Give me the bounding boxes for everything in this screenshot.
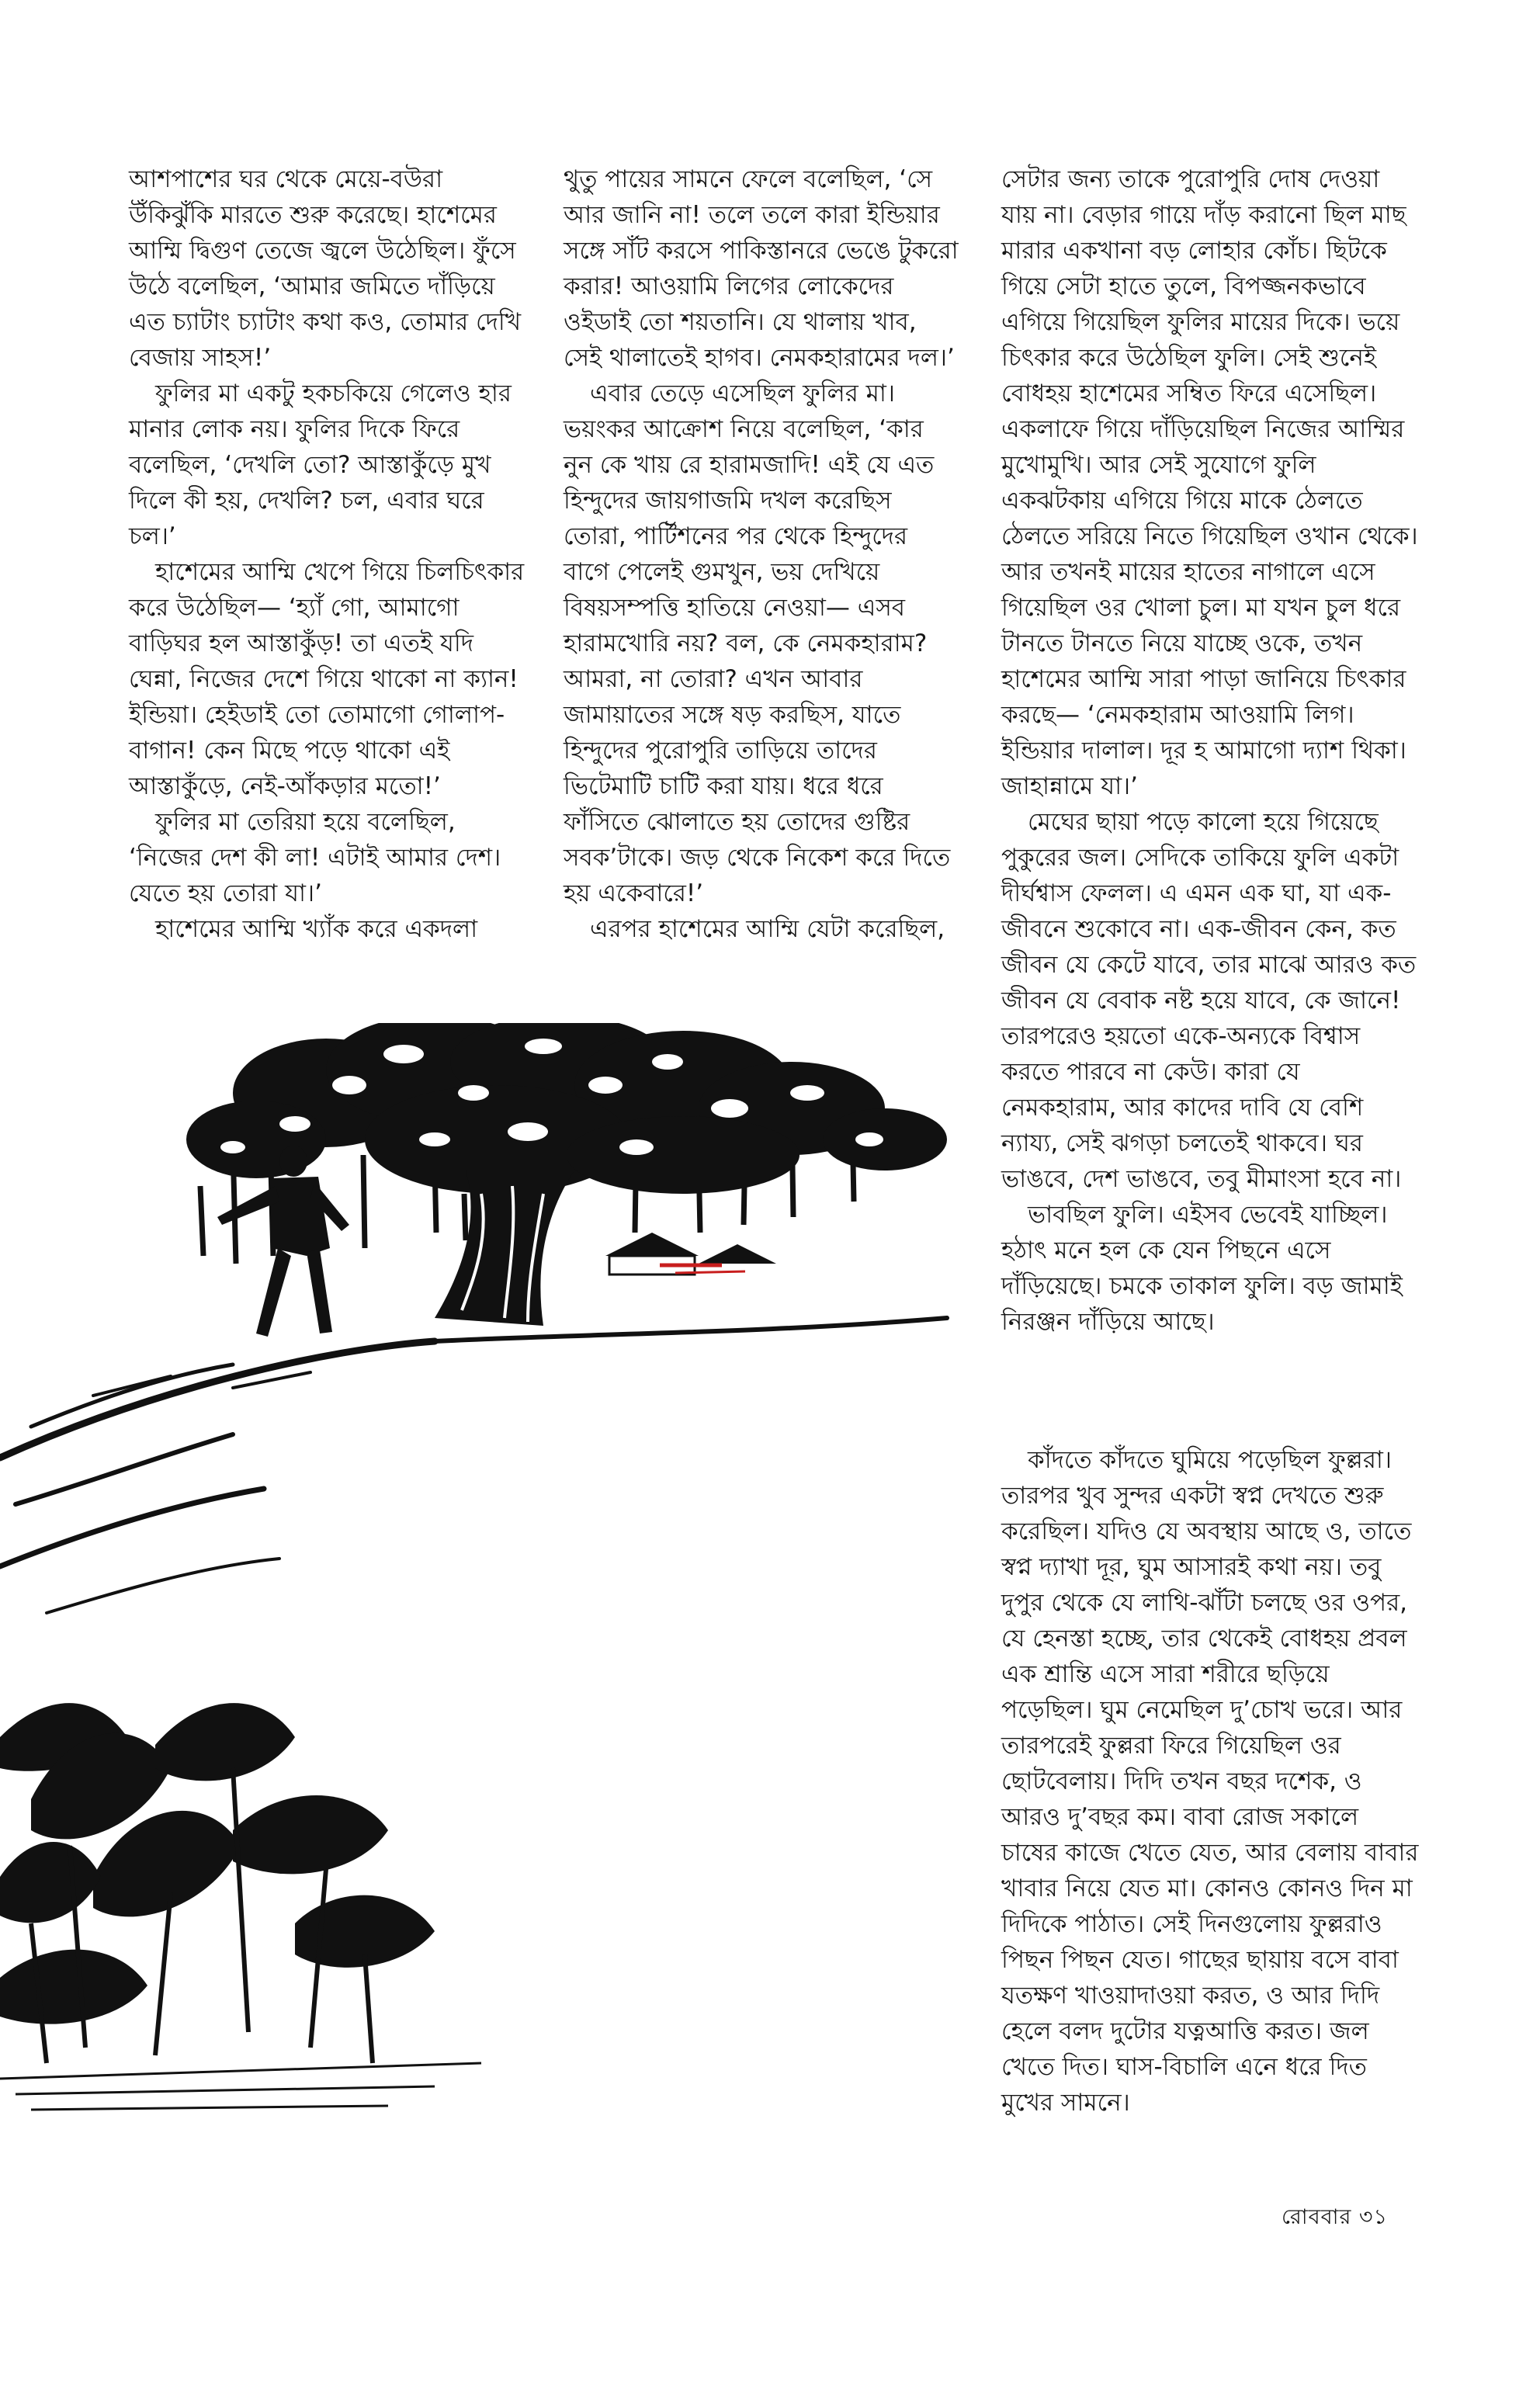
column-left xyxy=(129,161,525,947)
paragraph: ফুলির মা একটু হকচকিয়ে গেলেও হার মানার লোক নয়। ফুলির দিকে ফিরে বলেছিল, ‘দেখলি তো? আস্তাকুঁড়ে মুখ দিলে কী হয়, দেখলি? চল, এবার ঘরে চল।’ xyxy=(129,380,512,550)
paragraph: হাশেমের আম্মি খেপে গিয়ে চিলচিৎকার করে উঠেছিল— ‘হ্যাঁ গো, আমাগো বাড়িঘর হল আস্তাকুঁড়! তা এতই যদি ঘেন্না, নিজের দেশে গিয়ে থাকো না ক্যান! ইন্ডিয়া। হেইডাই তো তোমাগো গোলাপ-বাগান! কেন মিছে পড়ে থাকো এই আস্তাকুঁড়ে, নেই-আঁকড়ার মতো!’ xyxy=(129,558,525,800)
column-right-bottom xyxy=(1001,1442,1420,2121)
paragraph: আশপাশের ঘর থেকে মেয়ে-বউরা উঁকিঝুঁকি মারতে শুরু করেছে। হাশেমের আম্মি দ্বিগুণ তেজে জ্বলে উঠেছিল। ফুঁসে উঠে বলেছিল, ‘আমার জমিতে দাঁড়িয়ে এত চ্যাটাং চ্যাটাং কথা কও, তোমার দেখি বেজায় সাহস!’ xyxy=(129,165,522,372)
foreground-leaves xyxy=(0,1703,435,2024)
paragraph: হাশেমের আম্মি খ্যাঁক করে একদলা xyxy=(155,915,478,943)
paragraph: ফুলির মা তেরিয়া হয়ে বলেছিল, ‘নিজের দেশ কী লা! এটাই আমার দেশ। যেতে হয় তোরা যা।’ xyxy=(129,808,501,907)
paragraph: এবার তেড়ে এসেছিল ফুলির মা। ভয়ংকর আক্রোশ নিয়ে বলেছিল, ‘কার নুন কে খায় রে হারামজাদি! এই যে এত হিন্দুদের জায়গাজমি দখল করেছিস তোরা, পার্টিশনের পর থেকে হিন্দুদের বাগে পেলেই গুমখুন, ভয় দেখিয়ে বিষয়সম্পত্তি হাতিয়ে নেওয়া— এসব হারামখোরি নয়? বল, কে নেমকহারাম? আমরা, না তোরা? এখন আবার জামায়াতের সঙ্গে ষড় করছিস, যাতে হিন্দুদের পুরোপুরি তাড়িয়ে তাদের ভিটেমাটি চাটি করা যায়। ধরে ধরে ফাঁসিতে ঝোলাতে হয় তোদের গুষ্টির সবক’টাকে। জড় থেকে নিকেশ করে দিতে হয় একেবারে!’ xyxy=(564,380,951,907)
distant-village xyxy=(605,1233,776,1275)
ground-strokes xyxy=(0,1318,947,1613)
paragraph: মেঘের ছায়া পড়ে কালো হয়ে গিয়েছে পুকুরের জল। সেদিকে তাকিয়ে ফুলি একটা দীর্ঘশ্বাস ফেলল। এ এমন এক ঘা, যা এক-জীবনে শুকোবে না। এক-জীবন কেন, কত জীবন যে কেটে যাবে, তার মাঝে আরও কত জীবন যে বেবাক নষ্ট হয়ে যাবে, কে জানে! তারপরেও হয়তো একে-অন্যকে বিশ্বাস করতে পারবে না কেউ। কারা যে নেমকহারাম, আর কাদের দাবি যে বেশি ন্যায্য, সেই ঝগড়া চলতেই থাকবে। ঘর ভাঙবে, দেশ ভাঙবে, তবু মীমাংসা হবে না। xyxy=(1001,808,1417,1193)
tree-trunk xyxy=(435,1170,574,1326)
paragraph: সেটার জন্য তাকে পুরোপুরি দোষ দেওয়া যায় না। বেড়ার গায়ে দাঁড় করানো ছিল মাছ মারার একখানা বড় লোহার কোঁচ। ছিটকে গিয়ে সেটা হাতে তুলে, বিপজ্জনকভাবে এগিয়ে গিয়েছিল ফুলির মায়ের দিকে। ভয়ে চিৎকার করে উঠেছিল ফুলি। সেই শুনেই বোধহয় হাশেমের সম্বিত ফিরে এসেছিল। একলাফে গিয়ে দাঁড়িয়েছিল নিজের আম্মির মুখোমুখি। আর সেই সুযোগে ফুলি একঝটকায় এগিয়ে গিয়ে মাকে ঠেলতে ঠেলতে সরিয়ে নিতে গিয়েছিল ওখান থেকে। আর তখনই মায়ের হাতের নাগালে এসে গিয়েছিল ওর খোলা চুল। মা যখন চুল ধরে টানতে টানতে নিয়ে যাচ্ছে ওকে, তখন হাশেমের আম্মি সারা পাড়া জানিয়ে চিৎকার করছে— ‘নেমকহারাম আওয়ামি লিগ। ইন্ডিয়ার দালাল। দূর হ আমাগো দ্যাশ থিকা। জাহান্নামে যা।’ xyxy=(1001,165,1418,800)
paragraph: থুতু পায়ের সামনে ফেলে বলেছিল, ‘সে আর জানি না! তলে তলে কারা ইন্ডিয়ার সঙ্গে সাঁট করসে পাকিস্তানরে ভেঙে টুকরো করার! আওয়ামি লিগের লোকেদের ওইডাই তো শয়তানি। যে থালায় খাব, সেই থালাতেই হাগব। নেমকহারামের দল।’ xyxy=(564,165,959,372)
column-right-top xyxy=(1001,161,1420,1340)
banyan-tree-illustration xyxy=(0,1023,962,2125)
paragraph: ভাবছিল ফুলি। এইসব ভেবেই যাচ্ছিল। হঠাৎ মনে হল কে যেন পিছনে এসে দাঁড়িয়েছে। চমকে তাকাল ফুলি। বড় জামাই নিরঞ্জন দাঁড়িয়ে আছে। xyxy=(1001,1201,1403,1336)
ground-hatching xyxy=(0,2063,481,2110)
column-middle xyxy=(564,161,959,947)
paragraph: কাঁদতে কাঁদতে ঘুমিয়ে পড়েছিল ফুল্লরা। তারপর খুব সুন্দর একটা স্বপ্ন দেখতে শুরু করেছিল। যদিও যে অবস্থায় আছে ও, তাতে স্বপ্ন দ্যাখা দূর, ঘুম আসারই কথা নয়। তবু দুপুর থেকে যে লাথি-ঝাঁটা চলছে ওর ওপর, যে হেনস্তা হচ্ছে, তার থেকেই বোধহয় প্রবল এক শ্রান্তি এসে সারা শরীরে ছড়িয়ে পড়েছিল। ঘুম নেমেছিল দু’চোখ ভরে। আর তারপরেই ফুল্লরা ফিরে গিয়েছিল ওর ছোটবেলায়। দিদি তখন বছর দশেক, ও আরও দু’বছর কম। বাবা রোজ সকালে চাষের কাজে খেতে যেত, আর বেলায় বাবার খাবার নিয়ে যেত মা। কোনও কোনও দিন মা দিদিকে পাঠাত। সেই দিনগুলোয় ফুল্লরাও পিছন পিছন যেত। গাছের ছায়ায় বসে বাবা যতক্ষণ খাওয়াদাওয়া করত, ও আর দিদি হেলে বলদ দুটোর যত্নআত্তি করত। জল খেতে দিত। ঘাস-বিচালি এনে ধরে দিত মুখের সামনে। xyxy=(1001,1446,1419,2117)
paragraph: এরপর হাশেমের আম্মি যেটা করেছিল, xyxy=(590,915,945,943)
page-footer: রোববার ৩১ xyxy=(1281,2205,1388,2229)
